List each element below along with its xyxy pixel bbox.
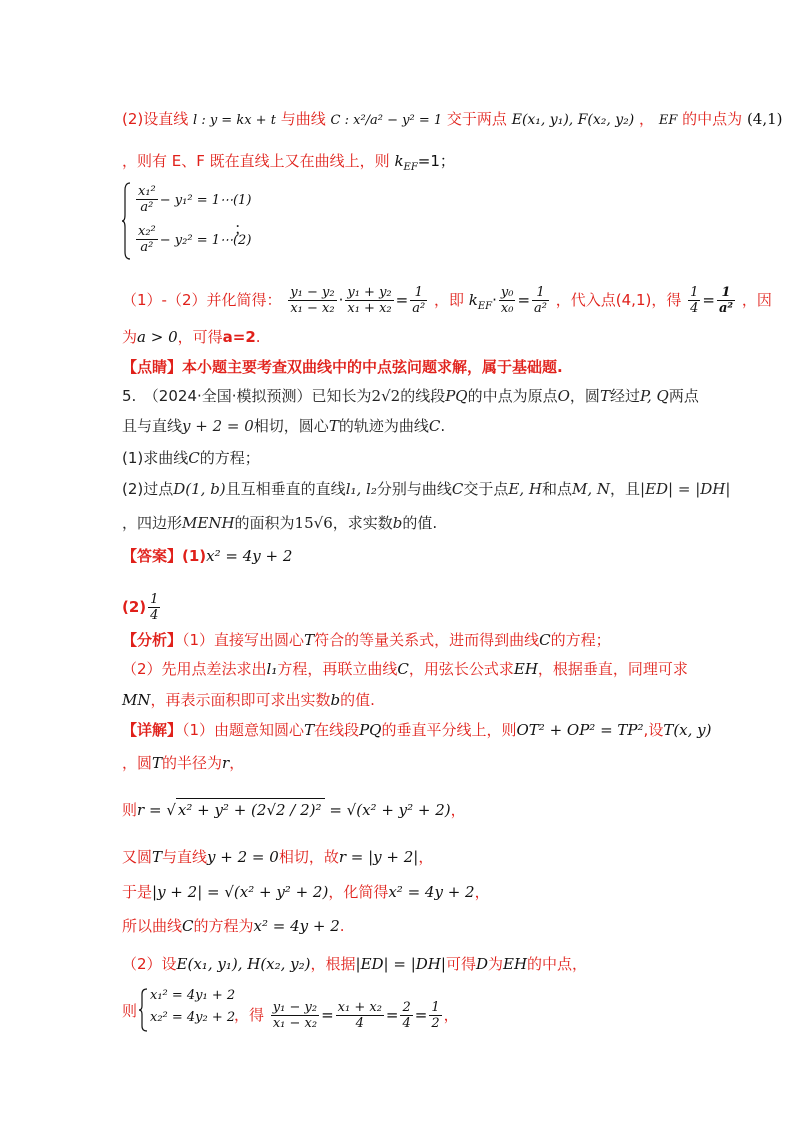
comma: ， [639,110,655,128]
analysis-line2: （2）先用点差法求出l₁方程，再联立曲线C，用弦长公式求EH，根据垂直，同理可求 [122,660,688,678]
eq1: $\frac{\text{x₁²}}{\text{a²}}$ − y₁² = 1⋯(1) [138,184,252,215]
equation-system-1 [122,182,282,262]
detail-line4: 又圆T与直线y + 2 = 0相切，故r = |y + 2|， [122,848,434,866]
detail-line7: （2）设E(x₁, y₁), H(x₂, y₂)，根据|ED| = |DH|可得D为EH的中点， [122,955,588,973]
slope-k: k [394,152,404,170]
line2 [122,150,455,179]
slope-eq: =1； [417,152,455,170]
analysis-tag: 【分析】 [122,631,183,649]
answer-tag: 【答案】 [122,547,183,565]
q5-sub1: (1)求曲线C的方程； [122,449,260,467]
midpoint-text: 的中点为 [682,110,743,128]
part2-prefix: (2)设直线 [122,110,189,128]
analysis-line1: 【分析】（1）直接写出圆心T符合的等量关系式，进而得到曲线C的方程； [122,631,611,649]
detail-line8: 则 x₁² = 4y₁ + 2 x₂² = 4y₂ + 2 ，得 $\frac{\text{y₁ − y₂}}{\text{x₁ − x₂}}$ = $\frac{\text{x₁ + x₂}}{4}$ = $\frac{2}{4}$ = $\frac{1}{2}$ ， [122,988,459,1031]
detail-line1: 【详解】（1）由题意知圆心T在线段PQ的垂直平分线上，则OT² + OP² = TP²,设T(x, y) [122,721,712,739]
line3: （1）-（2）并化简得： $\frac{\text{y₁ − y₂}}{\text{x₁ − x₂}}$ · $\frac{\text{y₁ + y₂}}{\text{x₁ + x₂}}$ = $\frac{1}{\text{a²}}$ ，即 $k_{EF}\cdot$ $\frac{\text{y₀}}{\text{x₀}}$ = $\frac{1}{\text{a²}}$ ，代入点(4,1)，得 $\frac{1}{4}$ = $\frac{1}{\text{a²}}$ ，因 [122,285,772,316]
detail-line5: 于是|y + 2| = √(x² + y² + 2)，化简得x² = 4y + 2， [122,883,490,901]
q5-line2: 且与直线y + 2 = 0相切，圆心T的轨迹为曲线C. [122,417,446,435]
with-curve-text: 与曲线 [280,110,326,128]
line4: 为a > 0，可得a=2. [122,328,261,346]
line-equation: l : y = kx + t [193,113,276,128]
curve-equation: C : x²/a² − y² = 1 [330,113,443,128]
brace-icon-2 [139,988,149,1032]
answer-line1: 【答案】(1)x² = 4y + 2 [122,547,293,565]
detail-line3: 则r = √ x² + y² + (2√2 / 2)² = √(x² + y² + 2)， [122,790,466,830]
line2-text: ，则有 E、F 既在直线上又在曲线上，则 [122,152,390,170]
detail-tag: 【详解】 [122,721,183,739]
q5-sub2-line1: (2)过点D(1, b)且互相垂直的直线l₁, l₂分别与曲线C交于点E, H和点M, N，且|ED| = |DH| [122,480,731,498]
detail-line2: ，圆T的半径为r， [122,754,245,772]
intersect-text: 交于两点 [446,110,507,128]
answer-line2: (2) $\frac{1}{4}$ [122,592,159,623]
midpoint-value: (4,1) [746,110,783,128]
part2-intro-line [122,108,783,132]
q5-line1: 5. （2024·全国·模拟预测）已知长为2√2的线段PQ的中点为原点O，圆T经过P, Q两点 [122,387,699,405]
segment-ef: EF [658,113,678,128]
intersection-points: E(x₁, y₁), F(x₂, y₂) [511,112,635,128]
comment-text: 本小题主要考查双曲线中的中点弦问题求解，属于基础题. [182,358,563,376]
q5-sub2-line2: ，四边形MENH的面积为15√6，求实数b的值. [122,514,438,532]
semicolon: ； [234,219,251,238]
analysis-line3: MN，再表示面积即可求出实数b的值. [122,691,375,709]
detail-line6: 所以曲线C的方程为x² = 4y + 2. [122,917,345,935]
comment-tag: 【点睛】 [122,358,183,376]
slope-sub: EF [403,162,418,173]
brace-icon [122,182,132,260]
eq2: $\frac{\text{x₂²}}{\text{a²}}$ − y₂² = 1⋯(2) [138,224,252,255]
comment-line [122,356,563,378]
